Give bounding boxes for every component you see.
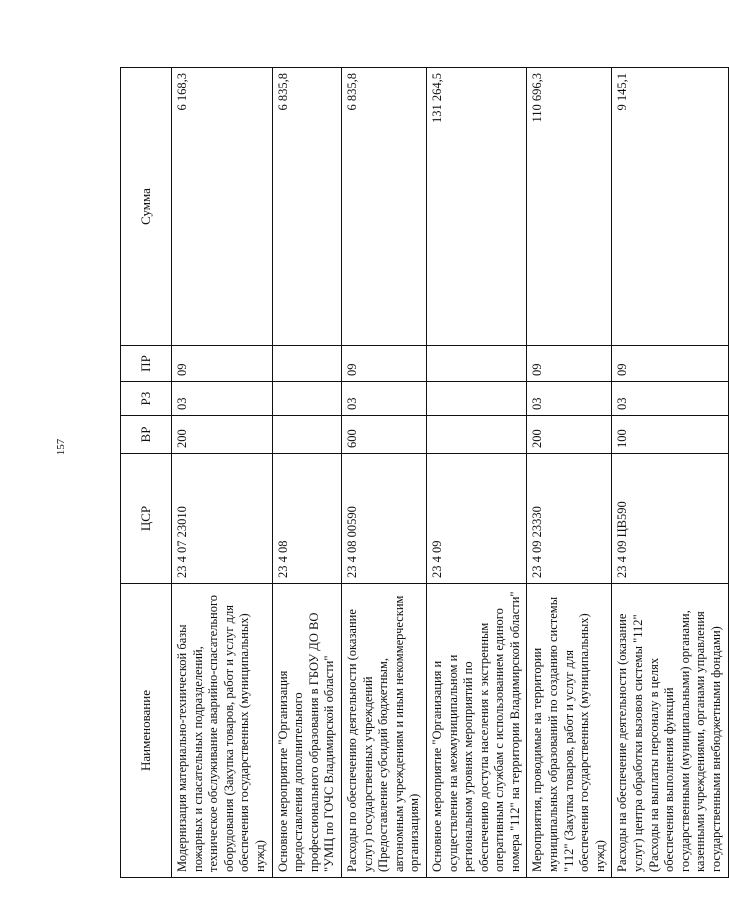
cell-pr: 09 [172, 346, 273, 382]
cell-rz: 03 [341, 382, 426, 416]
cell-csr: 23 4 09 23330 [527, 454, 612, 584]
header-rz: РЗ [121, 382, 172, 416]
cell-rz [272, 382, 341, 416]
cell-sum: 6 835,8 [272, 68, 341, 346]
cell-rz: 03 [527, 382, 612, 416]
cell-name: Модернизация материально-технической базы пожарных и спасательных подразделений, техническое обслуживание аварийно-спасательного оборудования (Закупка товаров, работ и услуг для обеспечения государственных (муниципальных) нужд) [172, 584, 273, 878]
cell-vr [272, 416, 341, 454]
cell-name: Основное мероприятие "Организация и осуществление на межмуниципальном и региональном уровнях мероприятий по обеспечению доступа населения к экстренным оперативным службам с использованием единого номера "112" на территории Владимирской области" [426, 584, 527, 878]
cell-vr: 100 [612, 416, 728, 454]
header-name: Наименование [121, 584, 172, 878]
cell-vr [426, 416, 527, 454]
cell-sum: 9 145,1 [612, 68, 728, 346]
table-row [341, 68, 426, 878]
header-sum: Сумма [121, 68, 172, 346]
cell-sum: 6 835,8 [341, 68, 426, 346]
cell-name: Расходы на обеспечение деятельности (оказание услуг) центра обработки вызовов системы "112" (Расходы на выплаты персоналу в целях обеспечения выполнения функций государственными (муниципальными) органами, казенными учреждениями, органами управления государственными внебюджетными фондами) [612, 584, 728, 878]
cell-sum: 110 696,3 [527, 68, 612, 346]
header-vr: ВР [121, 416, 172, 454]
cell-csr: 23 4 07 23010 [172, 454, 273, 584]
header-csr: ЦСР [121, 454, 172, 584]
page-number: 157 [55, 438, 67, 456]
cell-sum: 6 168,3 [172, 68, 273, 346]
table-row [527, 68, 612, 878]
cell-rz [426, 382, 527, 416]
table-header-row [121, 68, 172, 878]
table-row [612, 68, 728, 878]
cell-name: Основное мероприятие "Организация предоставления дополнительного профессионального образования в ГБОУ ДО ВО "УМЦ по ГОЧС Владимирской области" [272, 584, 341, 878]
cell-sum: 131 264,5 [426, 68, 527, 346]
cell-pr: 09 [341, 346, 426, 382]
cell-name: Мероприятия, проводимые на территории муниципальных образований по созданию системы "112" (Закупка товаров, работ и услуг для обеспечения государственных (муниципальных) нужд) [527, 584, 612, 878]
cell-pr [426, 346, 527, 382]
budget-table [120, 67, 729, 878]
table-row [172, 68, 273, 878]
cell-csr: 23 4 09 [426, 454, 527, 584]
cell-vr: 200 [172, 416, 273, 454]
cell-csr: 23 4 08 00590 [341, 454, 426, 584]
cell-pr: 09 [612, 346, 728, 382]
table-row [272, 68, 341, 878]
header-pr: ПР [121, 346, 172, 382]
cell-rz: 03 [612, 382, 728, 416]
cell-vr: 600 [341, 416, 426, 454]
cell-rz: 03 [172, 382, 273, 416]
cell-pr: 09 [527, 346, 612, 382]
cell-vr: 200 [527, 416, 612, 454]
cell-csr: 23 4 08 [272, 454, 341, 584]
cell-csr: 23 4 09 ЦВ590 [612, 454, 728, 584]
cell-name: Расходы по обеспечению деятельности (оказание услуг) государственных учреждений (Предоставление субсидий бюджетным, автономным учреждениям и иным некоммерческим организациям) [341, 584, 426, 878]
cell-pr [272, 346, 341, 382]
rotated-table-wrapper [120, 68, 723, 878]
table-row [426, 68, 527, 878]
